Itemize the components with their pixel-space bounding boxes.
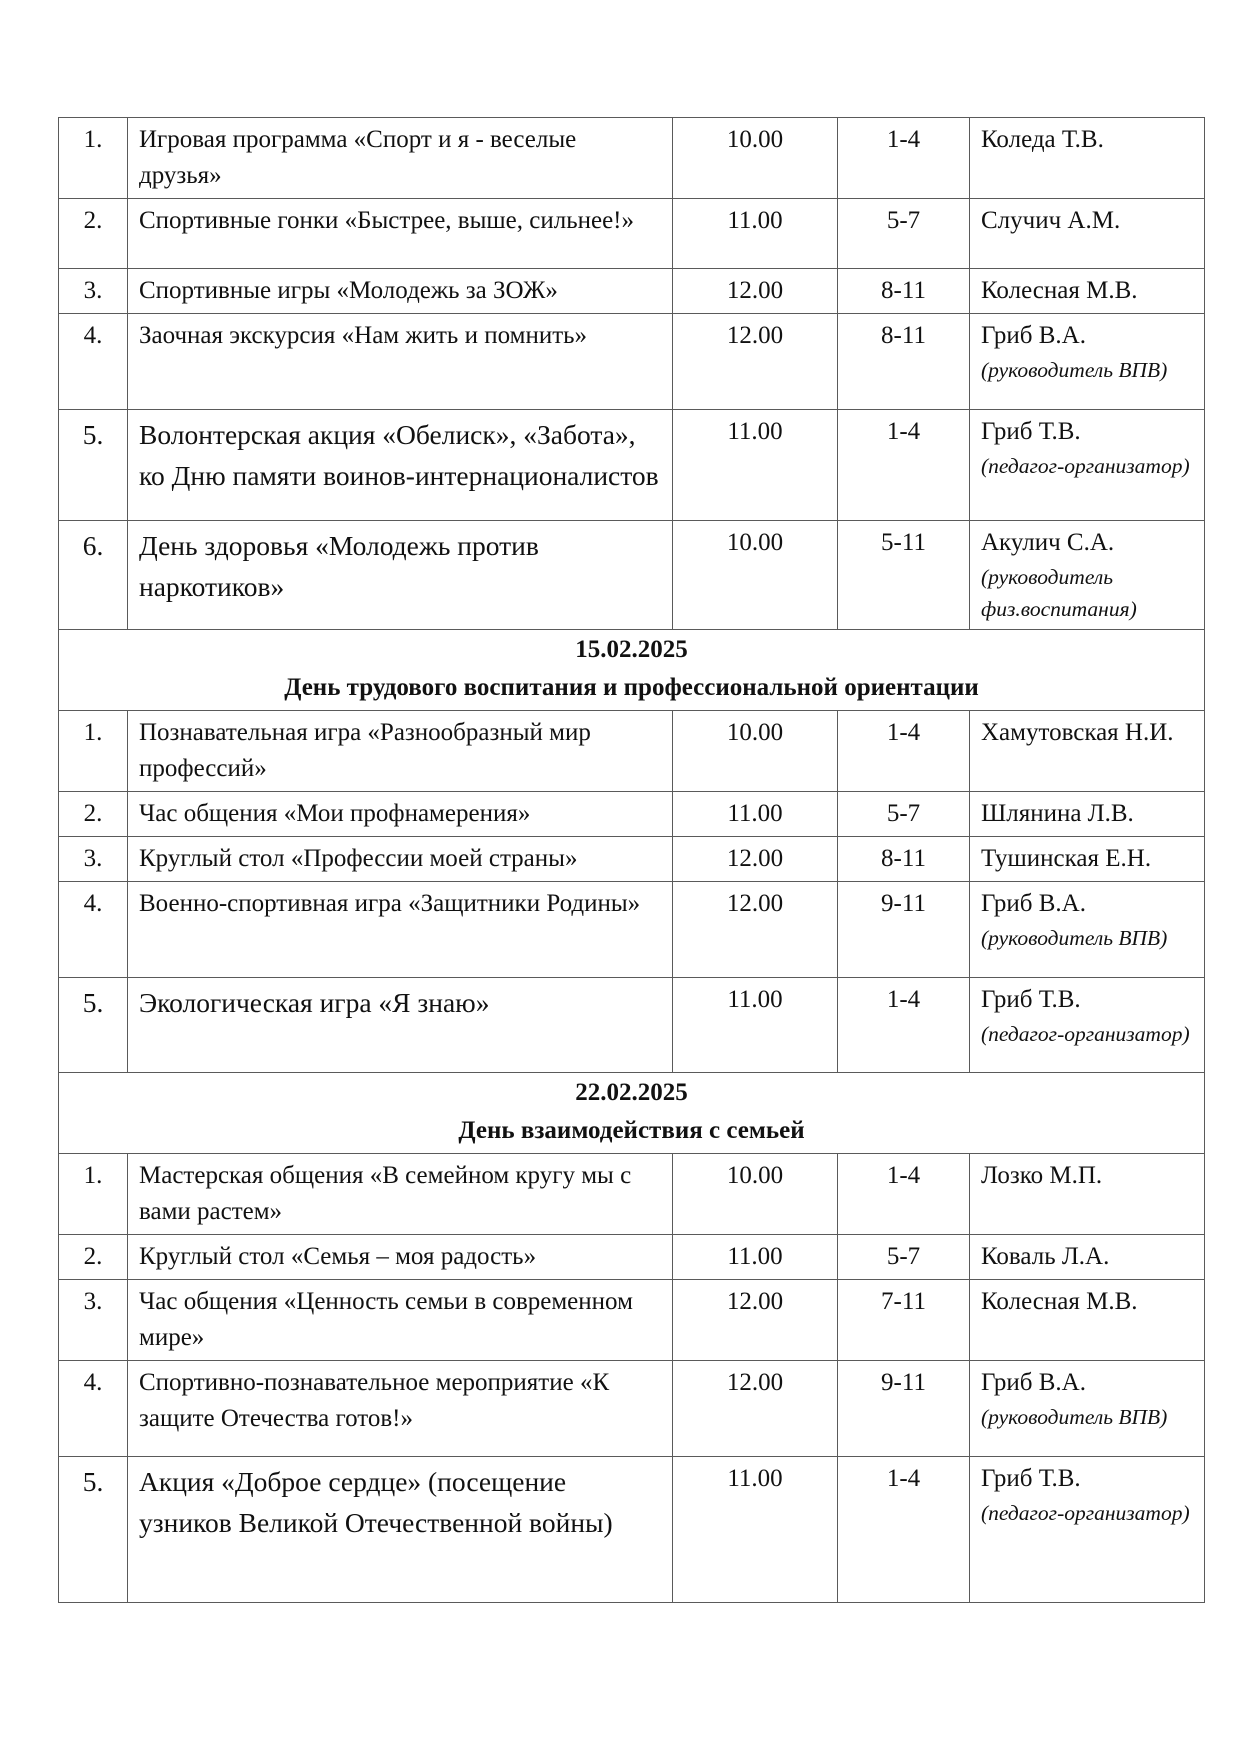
grades-cell: 5-11 xyxy=(838,521,970,630)
grades-cell: 1-4 xyxy=(838,118,970,199)
event-time-cell: 11.00 xyxy=(673,1457,838,1603)
table-row xyxy=(59,1280,1205,1361)
responsible-role: (педагог-организатор) xyxy=(981,1022,1190,1046)
responsible-role: (руководитель физ.воспитания) xyxy=(981,565,1137,621)
responsible-name: Случич А.М. xyxy=(981,207,1121,234)
event-time-cell: 12.00 xyxy=(673,837,838,882)
table-row xyxy=(59,978,1205,1073)
event-time-cell: 12.00 xyxy=(673,1361,838,1457)
event-time-cell: 10.00 xyxy=(673,521,838,630)
event-name-cell: Волонтерская акция «Обелиск», «Забота», ко Дню памяти воинов-интернационалистов xyxy=(128,410,673,521)
section-header xyxy=(59,630,1205,711)
responsible-cell xyxy=(970,199,1205,269)
table-row xyxy=(59,521,1205,630)
responsible-name: Гриб Т.В. xyxy=(981,418,1081,445)
row-number-cell: 5. xyxy=(59,978,128,1073)
responsible-cell xyxy=(970,1280,1205,1361)
responsible-name: Коледа Т.В. xyxy=(981,126,1104,153)
responsible-name: Гриб Т.В. xyxy=(981,986,1081,1013)
responsible-name: Шлянина Л.В. xyxy=(981,800,1134,827)
responsible-role: (руководитель ВПВ) xyxy=(981,1405,1168,1429)
responsible-role: (руководитель ВПВ) xyxy=(981,358,1168,382)
schedule-table-body xyxy=(59,118,1205,1603)
responsible-cell xyxy=(970,1361,1205,1457)
event-name-cell: Военно-спортивная игра «Защитники Родины» xyxy=(128,882,673,978)
event-name-cell: Игровая программа «Спорт и я - веселые друзья» xyxy=(128,118,673,199)
responsible-cell xyxy=(970,837,1205,882)
responsible-name: Лозко М.П. xyxy=(981,1162,1103,1189)
responsible-cell xyxy=(970,269,1205,314)
grades-cell: 5-7 xyxy=(838,1235,970,1280)
table-row xyxy=(59,792,1205,837)
event-name-cell: Мастерская общения «В семейном кругу мы с вами растем» xyxy=(128,1154,673,1235)
row-number-cell: 3. xyxy=(59,837,128,882)
event-name-cell: Акция «Доброе сердце» (посещение узников Великой Отечественной войны) xyxy=(128,1457,673,1603)
event-time-cell: 10.00 xyxy=(673,1154,838,1235)
responsible-name: Акулич С.А. xyxy=(981,529,1115,556)
table-row xyxy=(59,410,1205,521)
event-time-cell: 12.00 xyxy=(673,314,838,410)
responsible-name: Колесная М.В. xyxy=(981,277,1138,304)
responsible-cell xyxy=(970,1457,1205,1603)
event-name-cell: Познавательная игра «Разнообразный мир профессий» xyxy=(128,711,673,792)
section-header-row xyxy=(59,1073,1205,1154)
event-time-cell: 11.00 xyxy=(673,1235,838,1280)
section-header-row xyxy=(59,630,1205,711)
responsible-cell xyxy=(970,792,1205,837)
event-name-cell: Экологическая игра «Я знаю» xyxy=(128,978,673,1073)
responsible-name: Коваль Л.А. xyxy=(981,1243,1110,1270)
table-row xyxy=(59,199,1205,269)
responsible-name: Хамутовская Н.И. xyxy=(981,719,1174,746)
grades-cell: 5-7 xyxy=(838,199,970,269)
responsible-name: Гриб Т.В. xyxy=(981,1465,1081,1492)
responsible-cell xyxy=(970,410,1205,521)
grades-cell: 8-11 xyxy=(838,837,970,882)
table-row xyxy=(59,1154,1205,1235)
grades-cell: 9-11 xyxy=(838,882,970,978)
responsible-name: Тушинская Е.Н. xyxy=(981,845,1152,872)
section-title: День взаимодействия с семьей xyxy=(458,1117,805,1144)
grades-cell: 1-4 xyxy=(838,1457,970,1603)
grades-cell: 5-7 xyxy=(838,792,970,837)
event-time-cell: 12.00 xyxy=(673,882,838,978)
responsible-role: (педагог-организатор) xyxy=(981,454,1190,478)
event-time-cell: 12.00 xyxy=(673,269,838,314)
event-name-cell: Спортивные игры «Молодежь за ЗОЖ» xyxy=(128,269,673,314)
event-name-cell: Спортивно-познавательное мероприятие «К защите Отечества готов!» xyxy=(128,1361,673,1457)
grades-cell: 1-4 xyxy=(838,410,970,521)
grades-cell: 8-11 xyxy=(838,314,970,410)
schedule-table xyxy=(58,117,1205,1603)
section-date: 22.02.2025 xyxy=(575,1079,688,1106)
row-number-cell: 5. xyxy=(59,1457,128,1603)
event-time-cell: 12.00 xyxy=(673,1280,838,1361)
row-number-cell: 1. xyxy=(59,118,128,199)
row-number-cell: 5. xyxy=(59,410,128,521)
event-name-cell: Час общения «Ценность семьи в современном мире» xyxy=(128,1280,673,1361)
row-number-cell: 6. xyxy=(59,521,128,630)
event-name-cell: Круглый стол «Профессии моей страны» xyxy=(128,837,673,882)
responsible-cell xyxy=(970,1154,1205,1235)
event-time-cell: 11.00 xyxy=(673,199,838,269)
responsible-role: (руководитель ВПВ) xyxy=(981,926,1168,950)
grades-cell: 8-11 xyxy=(838,269,970,314)
grades-cell: 7-11 xyxy=(838,1280,970,1361)
table-row xyxy=(59,118,1205,199)
event-name-cell: Спортивные гонки «Быстрее, выше, сильнее!» xyxy=(128,199,673,269)
responsible-name: Гриб В.А. xyxy=(981,890,1086,917)
event-time-cell: 11.00 xyxy=(673,792,838,837)
row-number-cell: 3. xyxy=(59,269,128,314)
section-header xyxy=(59,1073,1205,1154)
event-name-cell: День здоровья «Молодежь против наркотиков» xyxy=(128,521,673,630)
event-name-cell: Круглый стол «Семья – моя радость» xyxy=(128,1235,673,1280)
table-row xyxy=(59,837,1205,882)
event-name-cell: Заочная экскурсия «Нам жить и помнить» xyxy=(128,314,673,410)
table-row xyxy=(59,1361,1205,1457)
grades-cell: 1-4 xyxy=(838,1154,970,1235)
responsible-cell xyxy=(970,711,1205,792)
table-row xyxy=(59,882,1205,978)
row-number-cell: 2. xyxy=(59,1235,128,1280)
responsible-cell xyxy=(970,521,1205,630)
event-time-cell: 11.00 xyxy=(673,410,838,521)
row-number-cell: 3. xyxy=(59,1280,128,1361)
table-row xyxy=(59,711,1205,792)
responsible-name: Гриб В.А. xyxy=(981,322,1086,349)
table-row xyxy=(59,269,1205,314)
event-time-cell: 10.00 xyxy=(673,118,838,199)
row-number-cell: 4. xyxy=(59,1361,128,1457)
grades-cell: 9-11 xyxy=(838,1361,970,1457)
responsible-cell xyxy=(970,314,1205,410)
event-name-cell: Час общения «Мои профнамерения» xyxy=(128,792,673,837)
table-row xyxy=(59,1235,1205,1280)
row-number-cell: 2. xyxy=(59,199,128,269)
responsible-cell xyxy=(970,1235,1205,1280)
row-number-cell: 2. xyxy=(59,792,128,837)
section-date: 15.02.2025 xyxy=(575,636,688,663)
responsible-cell xyxy=(970,978,1205,1073)
event-time-cell: 10.00 xyxy=(673,711,838,792)
grades-cell: 1-4 xyxy=(838,978,970,1073)
table-row xyxy=(59,1457,1205,1603)
responsible-name: Колесная М.В. xyxy=(981,1288,1138,1315)
responsible-cell xyxy=(970,882,1205,978)
row-number-cell: 4. xyxy=(59,314,128,410)
table-row xyxy=(59,314,1205,410)
event-time-cell: 11.00 xyxy=(673,978,838,1073)
row-number-cell: 1. xyxy=(59,711,128,792)
responsible-cell xyxy=(970,118,1205,199)
responsible-role: (педагог-организатор) xyxy=(981,1501,1190,1525)
responsible-name: Гриб В.А. xyxy=(981,1369,1086,1396)
row-number-cell: 1. xyxy=(59,1154,128,1235)
grades-cell: 1-4 xyxy=(838,711,970,792)
row-number-cell: 4. xyxy=(59,882,128,978)
section-title: День трудового воспитания и профессиональной ориентации xyxy=(284,674,979,701)
